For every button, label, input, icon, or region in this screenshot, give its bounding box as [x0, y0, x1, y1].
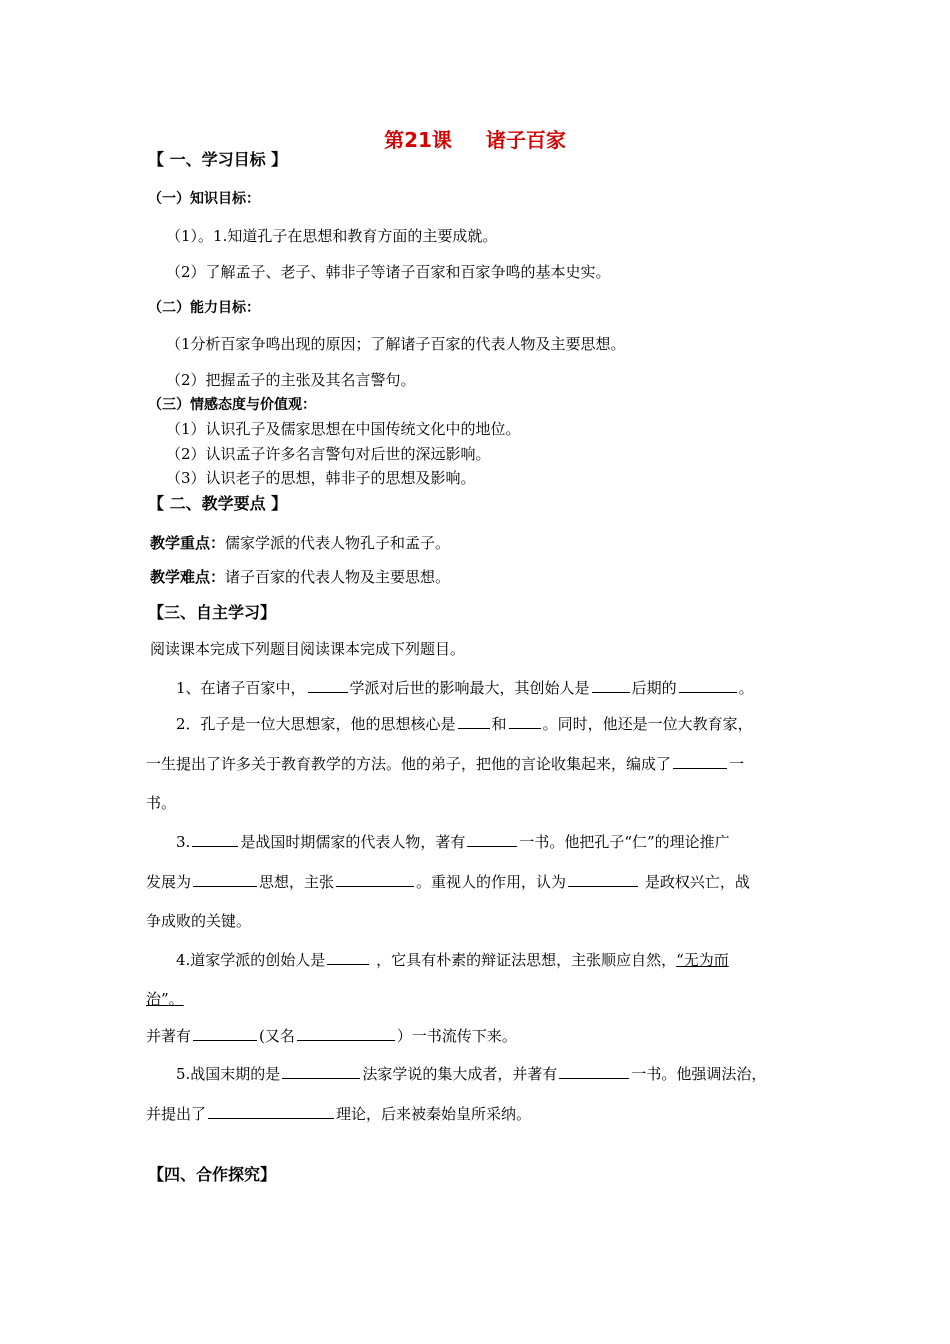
- teaching-difficulty: [150, 567, 450, 587]
- difficulty-text: 诸子百家的代表人物及主要思想。: [225, 568, 451, 586]
- focus-text: 儒家学派的代表人物孔子和孟子。: [225, 534, 451, 552]
- section-1-heading: 【 一、学习目标 】: [148, 150, 288, 169]
- blank[interactable]: [193, 1025, 257, 1041]
- ability-goal-heading: （二）能力目标：: [148, 300, 260, 316]
- ability-goal-1: （1分析百家争鸣出现的原因；了解诸子百家的代表人物及主要思想。: [166, 335, 626, 353]
- self-study-intro: 阅读课本完成下列题目阅读课本完成下列题目。: [150, 640, 466, 658]
- question-4-line-2: 治”。: [146, 990, 184, 1008]
- emotion-goal-1: （1）认识孔子及儒家思想在中国传统文化中的地位。: [166, 420, 521, 438]
- blank[interactable]: [308, 677, 348, 693]
- question-3-line-3: 争成败的关键。: [146, 912, 252, 930]
- question-3-line-2: 发展为 思想，主张 。重视人的作用，认为 是政权兴亡，战: [146, 873, 750, 891]
- blank[interactable]: [592, 677, 630, 693]
- question-2-line-2: 一生提出了许多关于教育教学的方法。他的弟子，把他的言论收集起来，编成了 一: [146, 755, 745, 773]
- question-4: 4.道家学派的创始人是 ，它具有朴素的辩证法思想，主张顺应自然，“无为而: [176, 951, 729, 969]
- lesson-number: 第21课: [384, 128, 452, 152]
- question-5-line-2: 并提出了 理论，后来被秦始皇所采纳。: [146, 1105, 532, 1123]
- knowledge-goal-1: （1）。1.知道孔子在思想和教育方面的主要成就。: [166, 227, 498, 245]
- page-title: [0, 124, 950, 153]
- knowledge-goal-2: （2）了解孟子、老子、韩非子等诸子百家和百家争鸣的基本史实。: [166, 263, 611, 281]
- question-2: 2．孔子是一位大思想家，他的思想核心是 和 。同时，他还是一位大教育家，: [176, 715, 753, 733]
- blank[interactable]: [458, 713, 490, 729]
- section-2-heading: 【 二、教学要点 】: [148, 494, 288, 513]
- question-1: 1、在诸子百家中， 学派对后世的影响最大，其创始人是 后期的 。: [176, 679, 754, 697]
- lesson-name: 诸子百家: [485, 128, 566, 152]
- question-4-line-3: 并著有 (又名 ）一书流传下来。: [146, 1027, 517, 1045]
- difficulty-label: 教学难点：: [150, 568, 226, 586]
- section-4-heading: 【四、合作探究】: [148, 1165, 277, 1184]
- blank[interactable]: [327, 949, 369, 965]
- question-2-line-3: 书。: [146, 794, 177, 812]
- blank[interactable]: [193, 871, 257, 887]
- emotion-goal-heading: （三）情感态度与价值观：: [148, 397, 316, 413]
- blank[interactable]: [559, 1063, 629, 1079]
- blank[interactable]: [568, 871, 638, 887]
- blank[interactable]: [208, 1103, 334, 1119]
- question-3: 3. 是战国时期儒家的代表人物，著有 一书。他把孔子“仁”的理论推广: [176, 833, 730, 851]
- teaching-focus: [150, 533, 450, 553]
- question-5: 5.战国末期的是 法家学说的集大成者，并著有 一书。他强调法治，: [176, 1065, 767, 1083]
- emotion-goal-3: （3）认识老子的思想，韩非子的思想及影响。: [166, 469, 476, 487]
- knowledge-goal-heading: （一）知识目标：: [148, 191, 260, 207]
- blank[interactable]: [192, 831, 238, 847]
- focus-label: 教学重点：: [150, 534, 226, 552]
- blank[interactable]: [297, 1025, 395, 1041]
- blank[interactable]: [282, 1063, 360, 1079]
- blank[interactable]: [467, 831, 517, 847]
- blank[interactable]: [673, 753, 727, 769]
- emotion-goal-2: （2）认识孟子许多名言警句对后世的深远影响。: [166, 445, 491, 463]
- section-3-heading: 【三、自主学习】: [148, 603, 277, 622]
- blank[interactable]: [509, 713, 541, 729]
- ability-goal-2: （2）把握孟子的主张及其名言警句。: [166, 371, 416, 389]
- blank[interactable]: [679, 677, 737, 693]
- blank[interactable]: [336, 871, 414, 887]
